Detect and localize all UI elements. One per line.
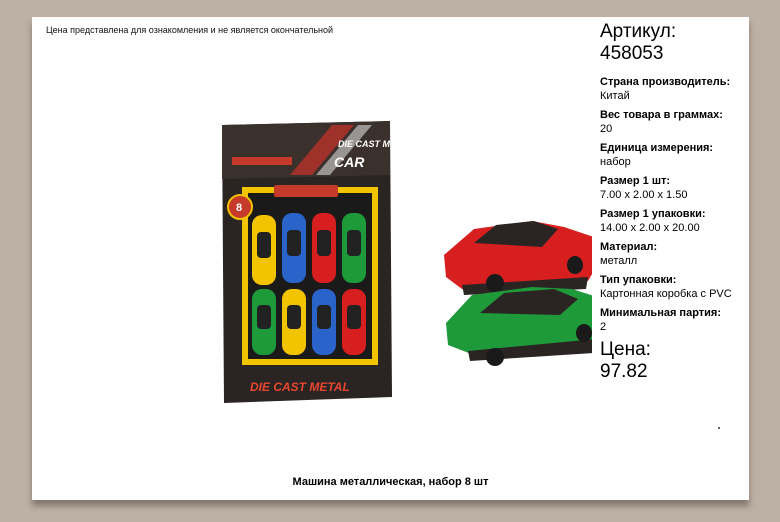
decorative-dot	[718, 427, 720, 429]
spec-country	[600, 75, 748, 104]
box-bottom-text: DIE CAST METAL	[250, 380, 350, 394]
green-car	[446, 287, 592, 366]
spec-weight	[600, 108, 748, 137]
spec-value: 7.00 x 2.00 x 1.50	[600, 189, 688, 201]
price-block	[600, 339, 748, 383]
spec-material	[600, 240, 748, 269]
product-caption: Машина металлическая, набор 8 шт	[292, 476, 489, 488]
product-card	[32, 17, 749, 500]
spec-value: Китай	[600, 90, 630, 102]
box-top-text: DIE CAST METAL	[338, 139, 413, 149]
spec-label: Тип упаковки:	[600, 274, 677, 286]
spec-package-size	[600, 207, 748, 236]
spec-value: металл	[600, 255, 638, 267]
spec-label: Вес товара в граммах:	[600, 109, 723, 121]
spec-value: набор	[600, 156, 631, 168]
box-car-text: CAR	[334, 154, 365, 170]
spec-label: Единица измерения:	[600, 142, 714, 154]
price-label: Цена:	[600, 339, 651, 360]
spec-label: Размер 1 шт:	[600, 175, 671, 187]
spec-value: 2	[600, 321, 607, 333]
price-disclaimer: Цена представлена для ознакомления и не является окончательной	[46, 25, 334, 35]
price-value: 97.82	[600, 361, 648, 382]
article-value: 458053	[600, 43, 664, 64]
red-car	[444, 221, 592, 295]
spec-label: Минимальная партия:	[600, 307, 721, 319]
spec-package-type	[600, 273, 748, 302]
toy-box	[222, 121, 413, 403]
product-image	[212, 117, 592, 407]
spec-min-order	[600, 306, 748, 335]
spec-label: Страна производитель:	[600, 76, 731, 88]
spec-value: Картонная коробка с PVC	[600, 288, 732, 300]
article-label: Артикул:	[600, 21, 677, 42]
spec-value: 20	[600, 123, 613, 135]
product-specs	[600, 21, 748, 383]
spec-unit	[600, 141, 748, 170]
spec-label: Размер 1 упаковки:	[600, 208, 706, 220]
box-badge-number: 8	[236, 202, 243, 214]
spec-value: 14.00 x 2.00 x 20.00	[600, 222, 700, 234]
spec-label: Материал:	[600, 241, 658, 253]
article-block	[600, 21, 748, 65]
spec-item-size	[600, 174, 748, 203]
